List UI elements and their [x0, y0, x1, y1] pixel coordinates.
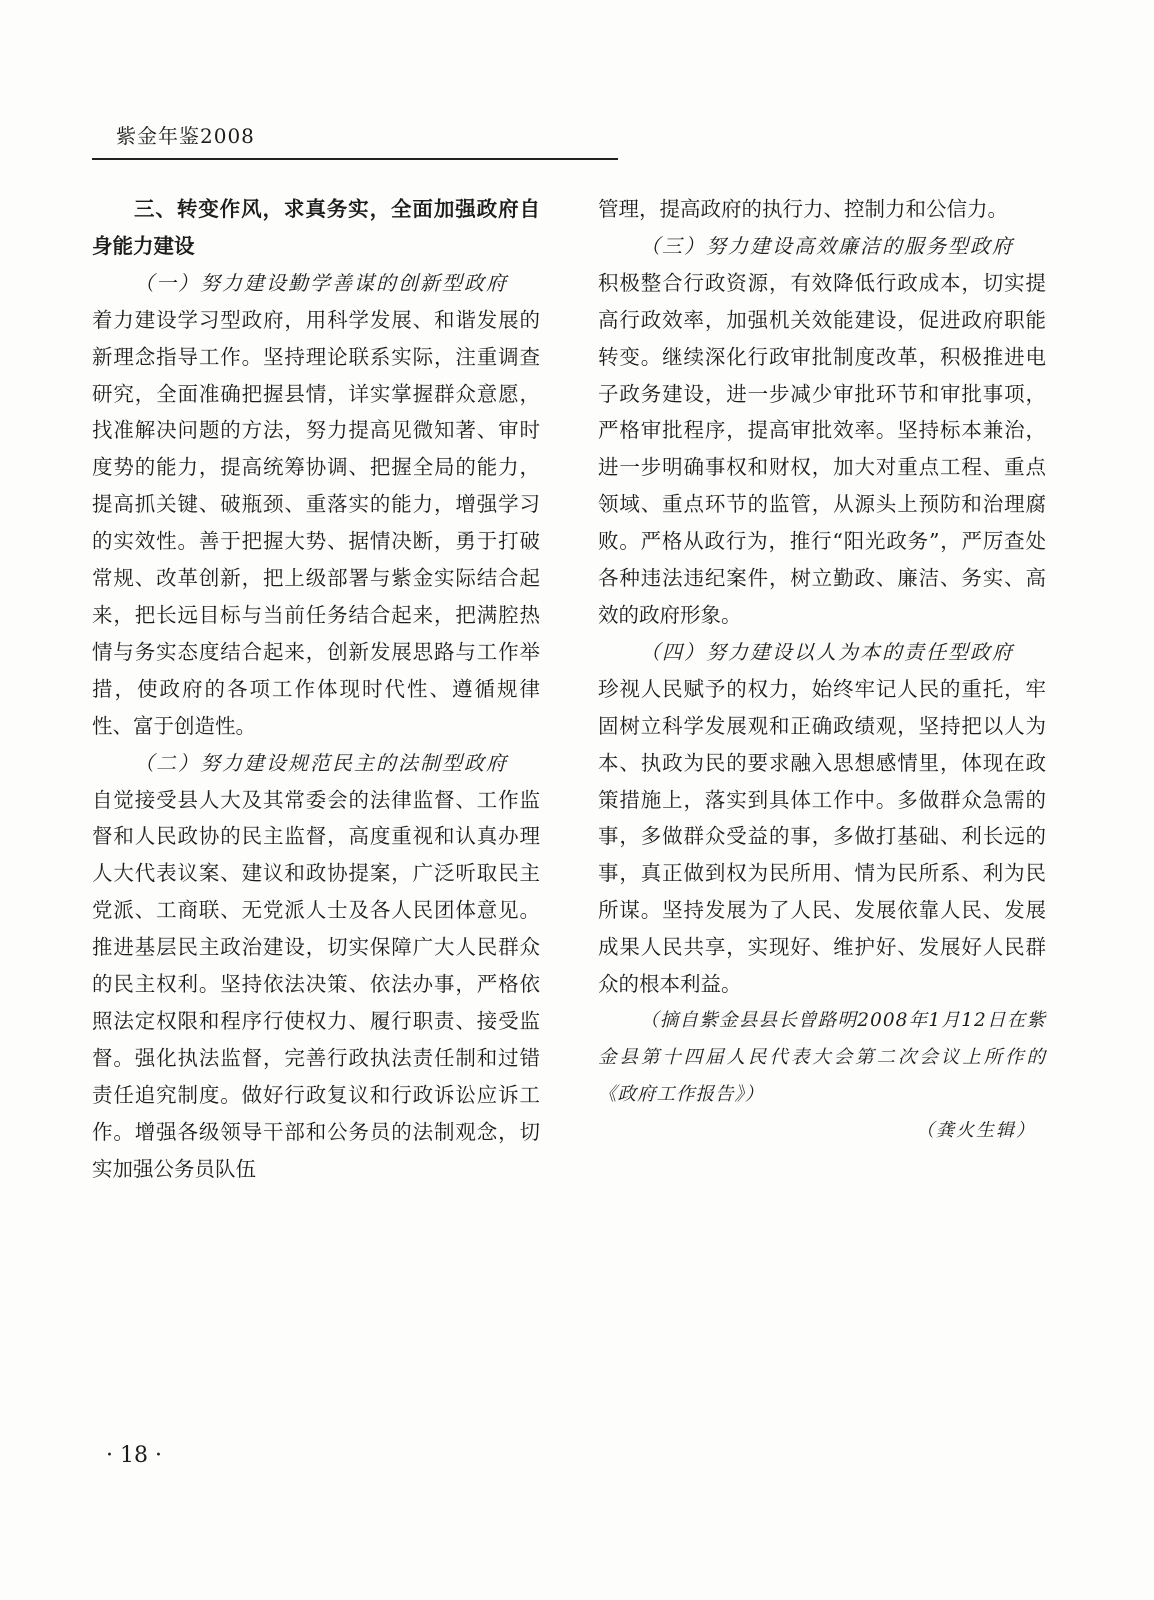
editor-credit: （龚火生辑）: [916, 1119, 1036, 1141]
header-rule: [92, 158, 618, 160]
subsection-title-1: （一）努力建设勤学善谋的创新型政府: [134, 270, 508, 295]
source-note: （摘自紫金县县长曾路明2008年1月12日在紫金县第十四届人民代表大会第二次会议上所作的《政府工作报告》）: [598, 1009, 1046, 1105]
right-column: [598, 191, 1046, 1148]
subsection-body-1: 着力建设学习型政府，用科学发展、和谐发展的新理念指导工作。坚持理论联系实际，注重调查研究，全面准确把握县情，详实掌握群众意愿，找准解决问题的方法，努力提高见微知著、审时度势的能力，提高统筹协调、把握全局的能力，提高抓关键、破瓶颈、重落实的能力，增强学习的实效性。善于把握大势、据情决断，勇于打破常规、改革创新，把上级部署与紫金实际结合起来，把长远目标与当前任务结合起来，把满腔热情与务实态度结合起来，创新发展思路与工作举措，使政府的各项工作体现时代性、遵循规律性、富于创造性。: [92, 307, 540, 738]
page-number: · 18 ·: [106, 1443, 162, 1468]
running-header: 紫金年鉴2008: [116, 124, 255, 148]
subsection-body-4: 珍视人民赋予的权力，始终牢记人民的重托，牢固树立科学发展观和正确政绩观，坚持把以人为本、执政为民的要求融入思想感情里，体现在政策措施上，落实到具体工作中。多做群众急需的事，多做群众受益的事，多做打基础、利长远的事，真正做到权为民所用、情为民所系、利为民所谋。坚持发展为了人民、发展依靠人民、发展成果人民共享，实现好、维护好、发展好人民群众的根本利益。: [598, 676, 1046, 997]
subsection-body-2: 自觉接受县人大及其常委会的法律监督、工作监督和人民政协的民主监督，高度重视和认真办理人大代表议案、建议和政协提案，广泛听取民主党派、工商联、无党派人士及各人民团体意见。推进基层民主政治建设，切实保障广大人民群众的民主权利。坚持依法决策、依法办事，严格依照法定权限和程序行使权力、履行职责、接受监督。强化执法监督，完善行政执法责任制和过错责任追究制度。做好行政复议和行政诉讼应诉工作。增强各级领导干部和公务员的法制观念，切实加强公务员队伍: [92, 787, 540, 1181]
subsection-title-2: （二）努力建设规范民主的法制型政府: [134, 750, 508, 775]
section-heading: 三、转变作风，求真务实，全面加强政府自身能力建设: [92, 197, 540, 258]
continued-text: 管理，提高政府的执行力、控制力和公信力。: [598, 197, 1008, 221]
subsection-title-4: （四）努力建设以人为本的责任型政府: [640, 639, 1014, 664]
subsection-title-3: （三）努力建设高效廉洁的服务型政府: [640, 233, 1014, 258]
left-column: [92, 191, 540, 1187]
subsection-body-3: 积极整合行政资源，有效降低行政成本，切实提高行政效率，加强机关效能建设，促进政府职能转变。继续深化行政审批制度改革，积极推进电子政务建设，进一步减少审批环节和审批事项，严格审批程序，提高审批效率。坚持标本兼治，进一步明确事权和财权，加大对重点工程、重点领域、重点环节的监管，从源头上预防和治理腐败。严格从政行为，推行“阳光政务”，严厉查处各种违法违纪案件，树立勤政、廉洁、务实、高效的政府形象。: [598, 270, 1046, 627]
